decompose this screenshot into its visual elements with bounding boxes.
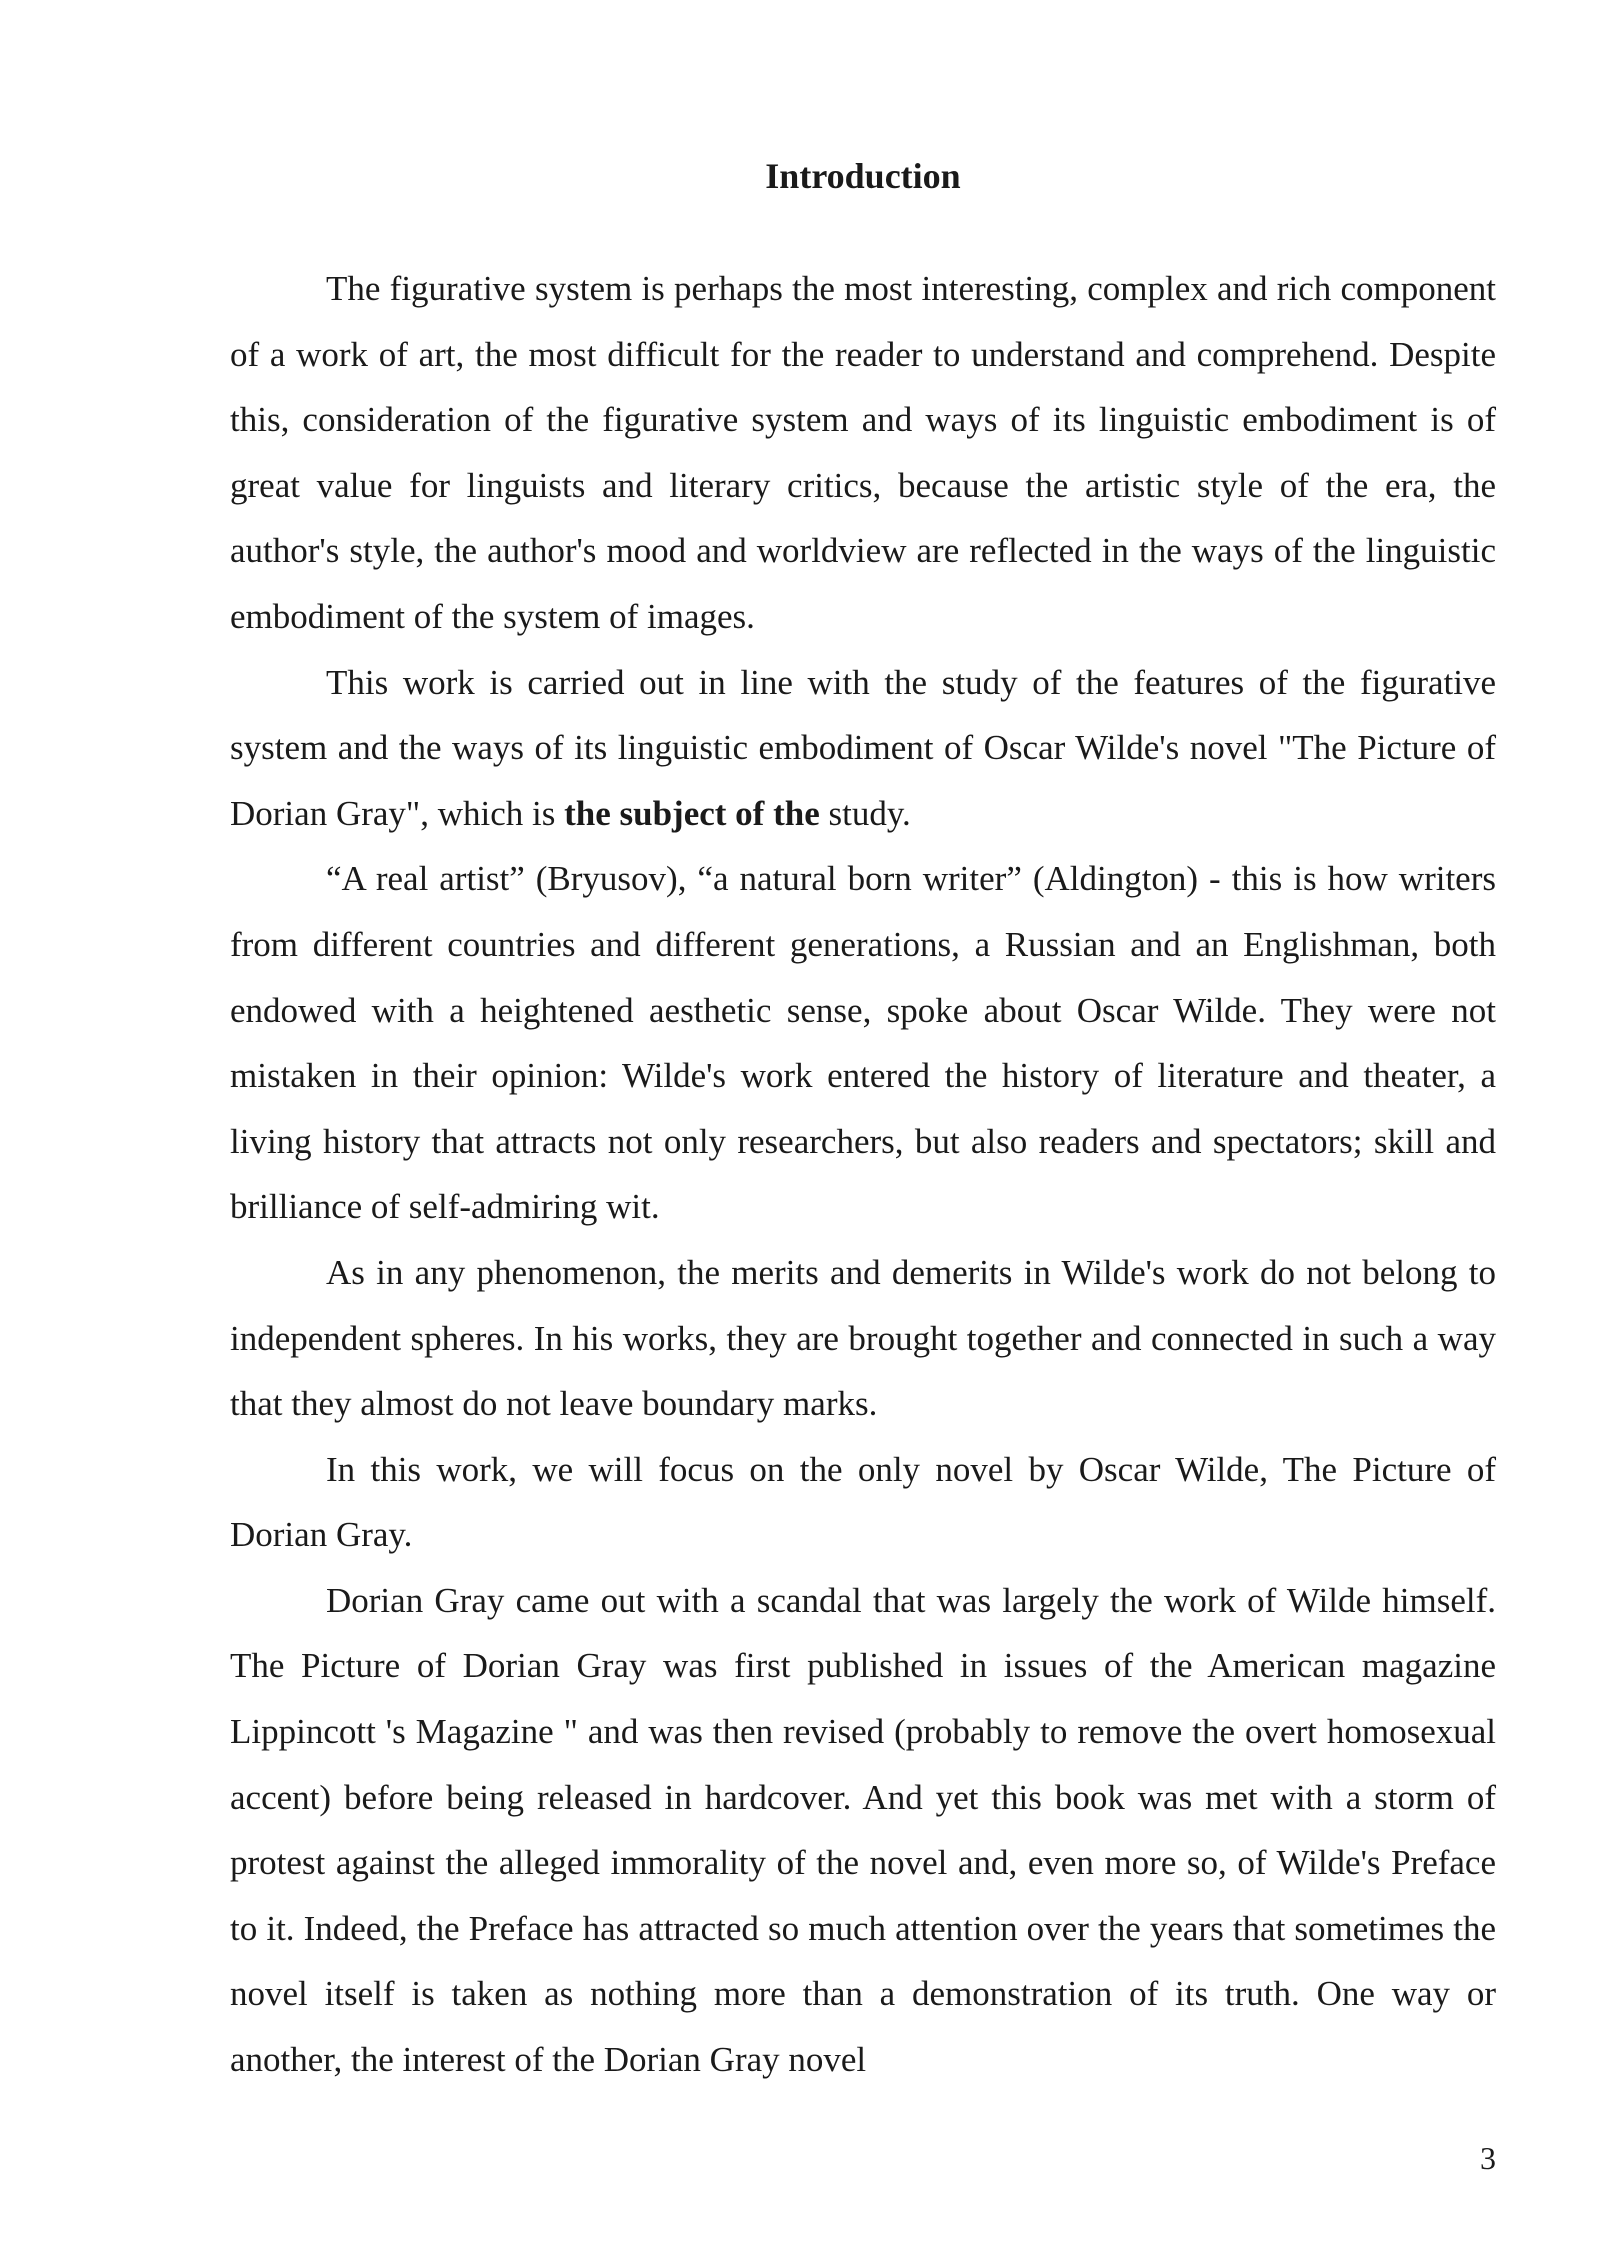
paragraph-4: As in any phenomenon, the merits and demerits in Wilde's work do not belong to independent spheres. In his works, they are brought together and connected in such a way that they almost do not leave boundary marks. [230, 1252, 1496, 1424]
paragraph-2-text-before: This work is carried out in line with the study of the features of the figurative system and the ways of its linguistic embodiment of Oscar Wilde's novel "The Picture of Dorian Gray", which is [230, 662, 1496, 833]
page-number: 3 [1480, 2140, 1496, 2176]
paragraph-2-bold-phrase: the subject of the [564, 793, 820, 833]
paragraph-3: “A real artist” (Bryusov), “a natural born writer” (Aldington) - this is how writers from different countries and different generations, a Russian and an Englishman, both endowed with a heightened aesthetic sense, spoke about Oscar Wilde. They were not mistaken in their opinion: Wilde's work entered the history of literature and theater, a living history that attracts not only researchers, but also readers and spectators; skill and brilliance of self-admiring wit. [230, 859, 1496, 1227]
paragraph-1: The figurative system is perhaps the most interesting, complex and rich component of a work of art, the most difficult for the reader to understand and comprehend. Despite this, consideration of the figurative system and ways of its linguistic embodiment is of great value for linguists and literary critics, because the artistic style of the era, the author's style, the author's mood and worldview are reflected in the ways of the linguistic embodiment of the system of images. [230, 269, 1496, 636]
paragraph-5: In this work, we will focus on the only novel by Oscar Wilde, The Picture of Dorian Gray. [230, 1449, 1496, 1555]
paragraph-2 [230, 650, 1496, 847]
paragraph-2-text-after: study. [819, 793, 911, 833]
document-page [230, 148, 1496, 2093]
paragraph-6: Dorian Gray came out with a scandal that was largely the work of Wilde himself. The Picture of Dorian Gray was first published in issues of the American magazine Lippincott 's Magazine " and was then revised (probably to remove the overt homosexual accent) before being released in hardcover. And yet this book was met with a storm of protest against the alleged immorality of the novel and, even more so, of Wilde's Preface to it. Indeed, the Preface has attracted so much attention over the years that sometimes the novel itself is taken as nothing more than a demonstration of its truth. One way or another, the interest of the Dorian Gray novel [230, 1580, 1496, 2080]
section-heading: Introduction [765, 156, 961, 196]
